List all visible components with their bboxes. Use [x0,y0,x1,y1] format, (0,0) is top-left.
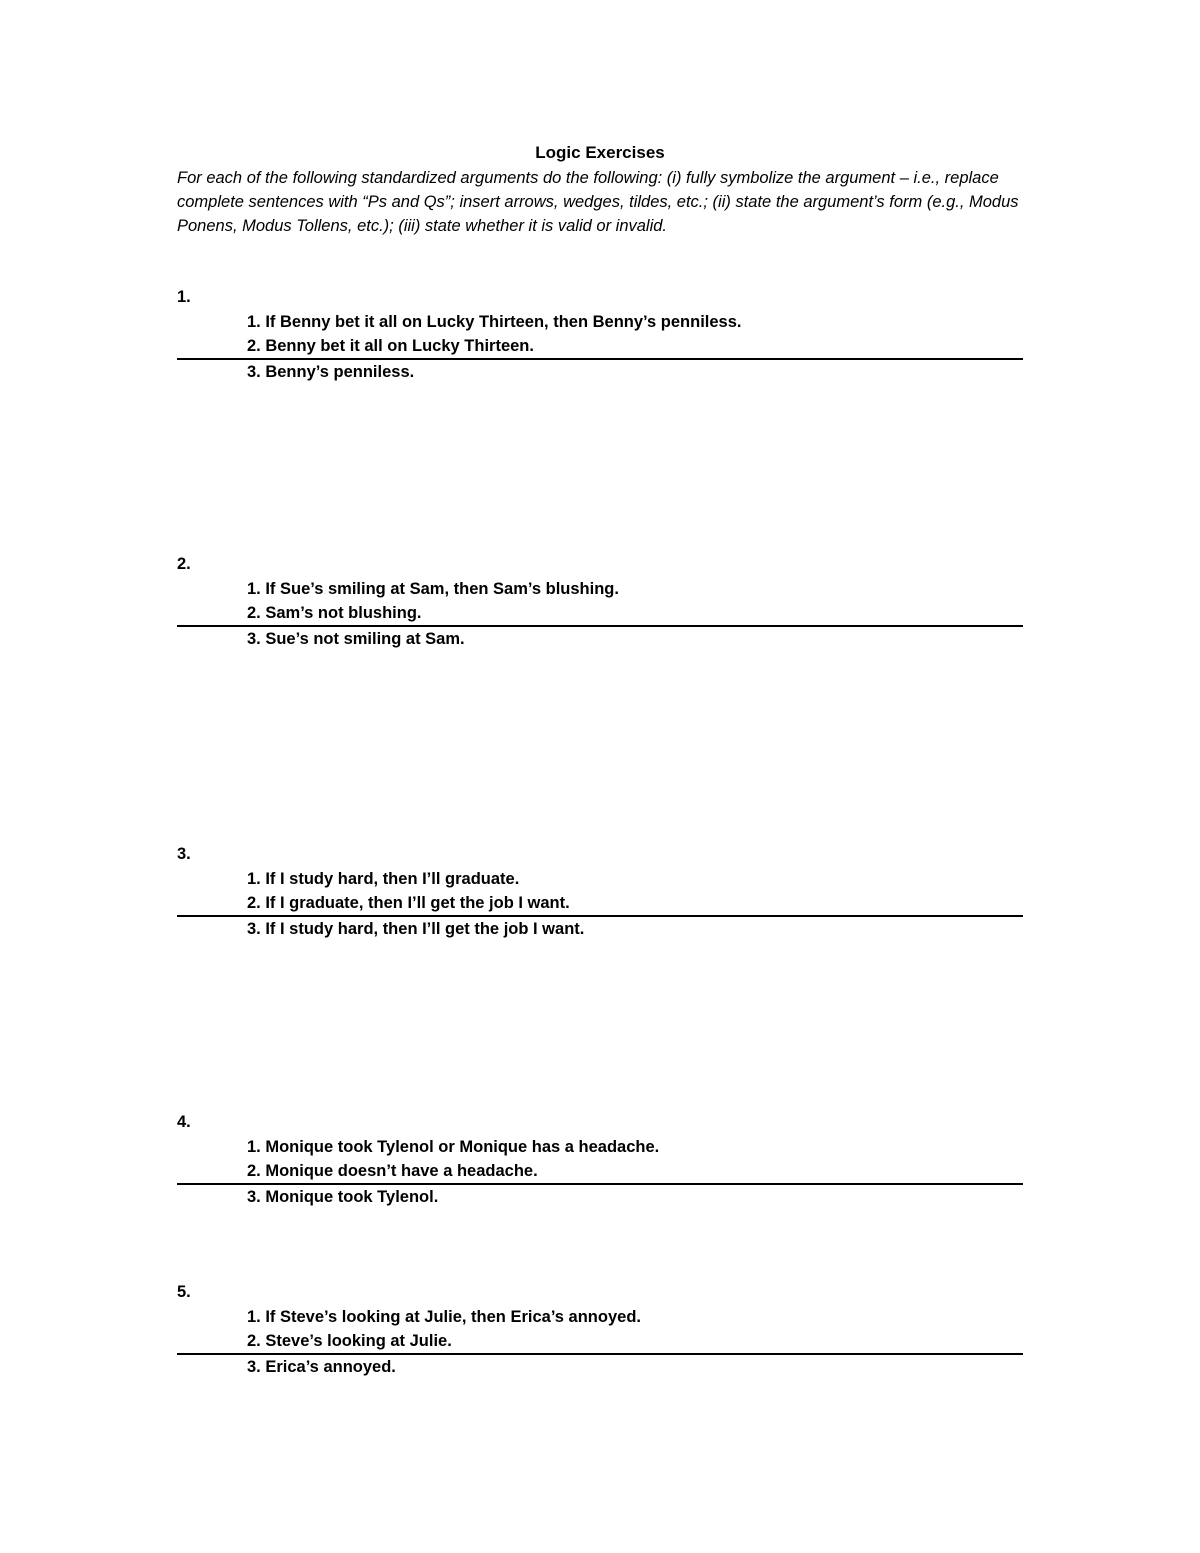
premise-1: 1. If I study hard, then I’ll graduate. [247,870,520,888]
conclusion: 3. Monique took Tylenol. [247,1188,439,1206]
premise-2: 2. Steve’s looking at Julie. [247,1332,452,1350]
premise-2: 2. Benny bet it all on Lucky Thirteen. [247,337,534,355]
premise-1: 1. Monique took Tylenol or Monique has a headache. [247,1138,660,1156]
exercise-number: 5. [177,1283,191,1301]
premise-1: 1. If Sue’s smiling at Sam, then Sam’s blushing. [247,580,619,598]
page-title: Logic Exercises [535,143,665,162]
conclusion-divider-line [177,625,1023,627]
conclusion: 3. Erica’s annoyed. [247,1358,396,1376]
instructions-paragraph: For each of the following standardized arguments do the following: (i) fully symbolize the argument – i.e., replace complete sentences with “Ps and Qs”; insert arrows, wedges, tildes, etc.; (ii) state the argument’s form (e.g., Modus Ponens, Modus Tollens, etc.); (iii) state whether it is valid or invalid. [177,169,1019,235]
conclusion: 3. Sue’s not smiling at Sam. [247,630,465,648]
exercise-number: 3. [177,845,191,863]
exercise-number: 1. [177,288,191,306]
premise-2: 2. Monique doesn’t have a headache. [247,1162,538,1180]
conclusion: 3. If I study hard, then I’ll get the job I want. [247,920,585,938]
exercise-number: 4. [177,1113,191,1131]
conclusion-divider-line [177,1183,1023,1185]
conclusion-divider-line [177,915,1023,917]
premise-2: 2. Sam’s not blushing. [247,604,422,622]
premise-2: 2. If I graduate, then I’ll get the job I want. [247,894,570,912]
premise-1: 1. If Steve’s looking at Julie, then Erica’s annoyed. [247,1308,641,1326]
conclusion: 3. Benny’s penniless. [247,363,415,381]
conclusion-divider-line [177,1353,1023,1355]
premise-1: 1. If Benny bet it all on Lucky Thirteen, then Benny’s penniless. [247,313,742,331]
conclusion-divider-line [177,358,1023,360]
exercise-number: 2. [177,555,191,573]
